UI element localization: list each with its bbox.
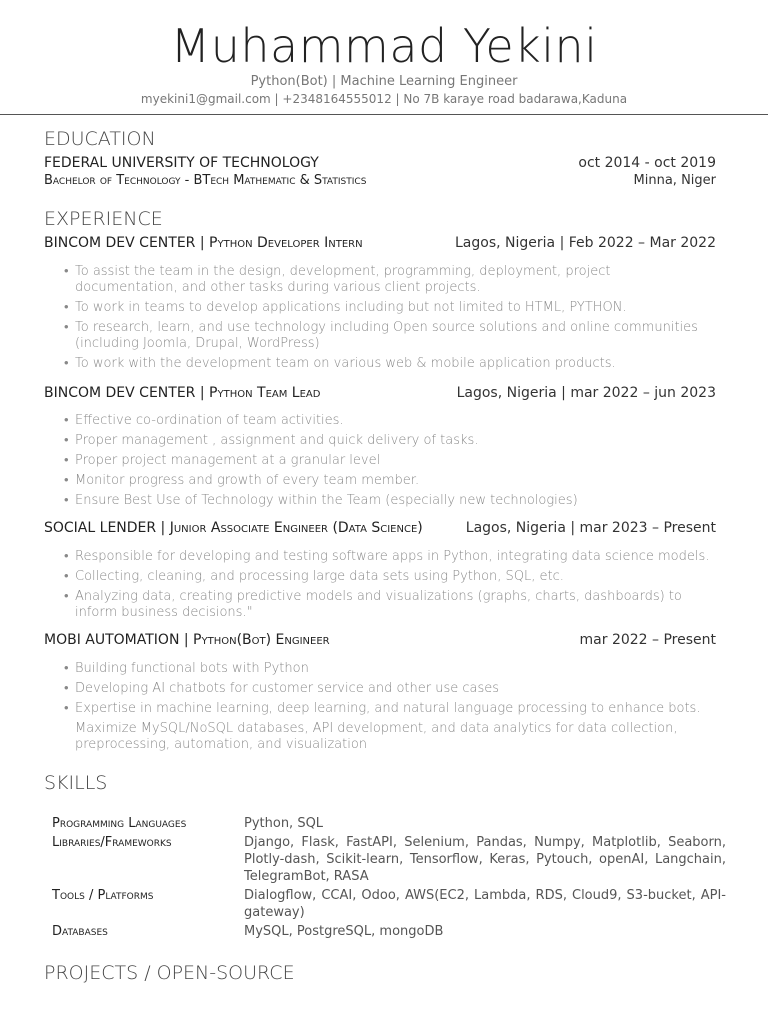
- list-item: • Expertise in machine learning, deep learning, and natural language processing to enhance bots.: [64, 701, 716, 717]
- job-role: Junior Associate Engineer (Data Science): [169, 520, 423, 536]
- job-header: MOBI AUTOMATION | Python(Bot) Engineer mar 2022 – Present: [44, 632, 716, 648]
- skill-row: [52, 834, 726, 885]
- list-item: • Developing AI chatbots for customer service and other use cases: [64, 681, 716, 697]
- job-bullets: [64, 661, 716, 757]
- education-heading: EDUCATION: [44, 128, 156, 150]
- skill-label: Libraries/Frameworks: [52, 835, 172, 850]
- job-company: BINCOM DEV CENTER: [44, 235, 196, 251]
- job-company: BINCOM DEV CENTER: [44, 385, 196, 401]
- job-role: Python(Bot) Engineer: [193, 632, 330, 648]
- job-company: MOBI AUTOMATION: [44, 632, 180, 648]
- education-school: FEDERAL UNIVERSITY OF TECHNOLOGY: [44, 155, 319, 171]
- list-item: • Proper project management at a granular level: [64, 453, 716, 469]
- job-meta: Lagos, Nigeria | mar 2023 – Present: [465, 520, 716, 536]
- skill-label: Programming Languages: [52, 816, 187, 831]
- candidate-name: Muhammad Yekini: [170, 19, 598, 73]
- skill-row: [52, 887, 726, 921]
- education-degree: Bachelor of Technology - BTech Mathematic & Statistics: [44, 173, 367, 188]
- list-item: • To work with the development team on various web & mobile application products.: [64, 356, 716, 372]
- skill-value: Django, Flask, FastAPI, Selenium, Pandas, Numpy, Matplotlib, Seaborn, Plotly-dash, Scikit-learn, Tensorflow, Keras, Pytouch, openAI, Langchain, TelegramBot, RASA: [244, 835, 726, 884]
- contact-line: myekini1@gmail.com | +2348164555012 | No 7B karaye road badarawa,Kaduna: [140, 92, 628, 106]
- job-role: Python Developer Intern: [209, 235, 363, 251]
- job-meta: Lagos, Nigeria | Feb 2022 – Mar 2022: [455, 235, 716, 251]
- skills-heading: SKILLS: [44, 772, 108, 794]
- header-divider: [0, 114, 768, 115]
- resume-header: [0, 18, 768, 108]
- skill-row: [52, 815, 726, 832]
- list-item: • To assist the team in the design, development, programming, deployment, project documentation, and other tasks during various client projects.: [64, 264, 716, 296]
- job-company: SOCIAL LENDER: [44, 520, 157, 536]
- education-location: Minna, Niger: [633, 173, 716, 188]
- job-role: Python Team Lead: [209, 385, 321, 401]
- experience-heading: EXPERIENCE: [44, 208, 163, 230]
- education-dates: oct 2014 - oct 2019: [578, 155, 716, 171]
- skill-value: Dialogflow, CCAI, Odoo, AWS(EC2, Lambda, RDS, Cloud9, S3-bucket, API-gateway): [244, 888, 726, 920]
- list-item: Maximize MySQL/NoSQL databases, API development, and data analytics for data collection, preprocessing, automation, and visualization: [75, 721, 678, 752]
- job-header: BINCOM DEV CENTER | Python Developer Intern Lagos, Nigeria | Feb 2022 – Mar 2022: [44, 235, 716, 251]
- skill-label: Tools / Platforms: [52, 888, 154, 903]
- list-item: • To research, learn, and use technology including Open source solutions and online communities (including Joomla, Drupal, WordPress): [64, 320, 716, 352]
- list-item: • Building functional bots with Python: [64, 661, 716, 677]
- skill-value: MySQL, PostgreSQL, mongoDB: [244, 924, 444, 939]
- job-meta: mar 2022 – Present: [579, 632, 716, 648]
- job-bullets: [64, 413, 716, 513]
- list-item: • Proper management , assignment and quick delivery of tasks.: [64, 433, 716, 449]
- skills-table: [52, 815, 726, 942]
- skill-row: [52, 923, 726, 940]
- projects-heading: PROJECTS / OPEN-SOURCE: [44, 962, 295, 984]
- education-school-row: [44, 155, 716, 171]
- list-item: • Analyzing data, creating predictive models and visualizations (graphs, charts, dashboards) to inform business decisions.": [64, 589, 716, 621]
- list-item: • Ensure Best Use of Technology within the Team (especially new technologies): [64, 493, 716, 509]
- education-degree-row: [44, 173, 716, 188]
- list-item: • Collecting, cleaning, and processing large data sets using Python, SQL, etc.: [64, 569, 716, 585]
- job-header: SOCIAL LENDER | Junior Associate Engineer (Data Science) Lagos, Nigeria | mar 2023 – Present: [44, 520, 716, 536]
- skill-value: Python, SQL: [244, 816, 324, 831]
- list-item: • Responsible for developing and testing software apps in Python, integrating data science models.: [64, 549, 716, 565]
- skill-label: Databases: [52, 924, 108, 939]
- list-item: • Monitor progress and growth of every team member.: [64, 473, 716, 489]
- job-bullets: [64, 549, 716, 625]
- candidate-subtitle: Python(Bot) | Machine Learning Engineer: [250, 74, 518, 89]
- job-header: BINCOM DEV CENTER | Python Team Lead Lagos, Nigeria | mar 2022 – jun 2023: [44, 385, 716, 401]
- job-meta: Lagos, Nigeria | mar 2022 – jun 2023: [456, 385, 716, 401]
- list-item: • To work in teams to develop applications including but not limited to HTML, PYTHON.: [64, 300, 716, 316]
- job-bullets: [64, 264, 716, 376]
- list-item: • Effective co-ordination of team activities.: [64, 413, 716, 429]
